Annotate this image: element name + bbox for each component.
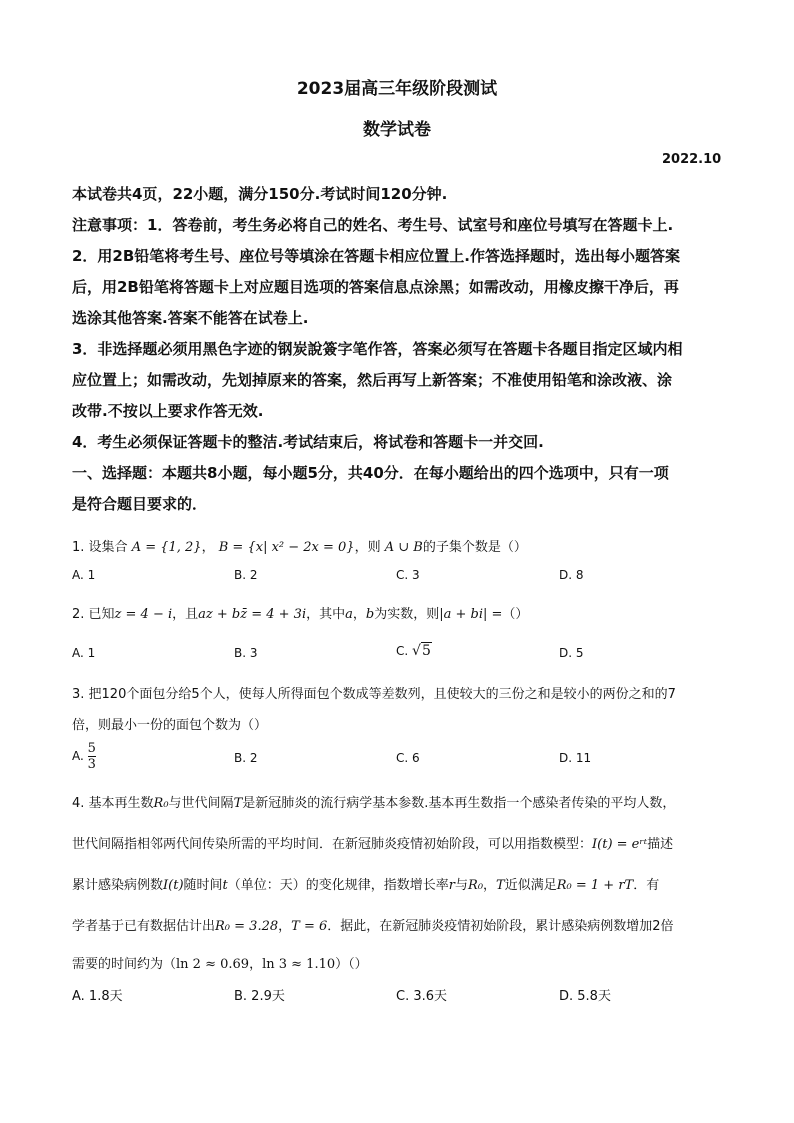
q3-option-b: B. 2 <box>234 751 258 765</box>
exam-subtitle: 数学试卷 <box>363 120 431 140</box>
note-line: 2．用2B铅笔将考生号、座位号等填涂在答题卡相应位置上.作答选择题时，选出每小题答案 <box>72 247 681 265</box>
q4-t: T <box>233 796 243 811</box>
q2-option-c-label: C. <box>396 644 409 658</box>
sqrt-symbol: √5 <box>412 643 431 659</box>
q3-option-a-label: A. <box>72 749 84 763</box>
q2-z: z = 4 − i <box>114 607 173 622</box>
q4-model: I(t) = eʳᵗ <box>592 837 648 852</box>
q2-a: a <box>345 607 353 622</box>
note-line: 4．考生必须保证答题卡的整洁.考试结束后，将试卷和答题卡一并交回. <box>72 433 544 451</box>
question-2 <box>72 603 528 622</box>
q4-option-a: A. 1.8天 <box>72 989 123 1004</box>
q2-abs: |a + bi| = <box>439 607 503 622</box>
q2-lead: 2. 已知 <box>72 607 115 622</box>
q4-option-b: B. 2.9天 <box>234 989 285 1004</box>
fraction-denominator: 3 <box>87 757 96 772</box>
q4-text: 是新冠肺炎的流行病学基本参数.基本再生数指一个感染者传染的平均人数， <box>242 796 676 811</box>
note-line: 选涂其他答案.答案不能答在试卷上. <box>72 309 309 327</box>
q4-text: 与 <box>455 878 469 893</box>
q3-option-c: C. 6 <box>396 751 420 765</box>
q4-it: I(t) <box>163 878 184 893</box>
q1-comma: ， <box>201 540 215 555</box>
q1-option-b: B. 2 <box>234 568 258 582</box>
q4-var-t: t <box>222 878 228 893</box>
q1-set-b: B = {x| x² − 2x = 0} <box>218 540 355 555</box>
q2-text: ， <box>352 607 366 622</box>
q4-r0: R₀ <box>468 878 484 893</box>
q2-option-d: D. 5 <box>559 646 584 660</box>
q2-text: 为实数，则 <box>374 607 440 622</box>
note-line: 后，用2B铅笔将答题卡上对应题目选项的答案信息点涂黑；如需改动，用橡皮擦干净后，再 <box>72 278 679 296</box>
q3-line: 倍，则最小一份的面包个数为（） <box>72 718 268 733</box>
q4-text: 需要的时间约为（ <box>72 957 177 972</box>
note-line: 改带.不按以上要求作答无效. <box>72 402 264 420</box>
q4-line-2 <box>72 833 673 852</box>
q4-relation: R₀ = 1 + rT <box>556 878 634 893</box>
q3-option-a-fraction <box>88 741 96 772</box>
q3-option-d: D. 11 <box>559 751 592 765</box>
q3-option-a <box>72 741 96 772</box>
intro-text: 本试卷共4页，22小题，满分150分.考试时间120分钟. <box>72 185 448 203</box>
q4-text: ， <box>278 919 292 934</box>
fraction-numerator: 5 <box>87 741 96 756</box>
q2-option-a: A. 1 <box>72 646 96 660</box>
q4-text: ．有 <box>633 878 660 893</box>
q4-text: ．据此，在新冠肺炎疫情初始阶段，累计感染病例数增加2倍 <box>327 919 674 934</box>
q4-t-value: T = 6 <box>291 919 328 934</box>
q2-equation: az + bz̄ = 4 + 3i <box>198 607 307 622</box>
q4-text: 累计感染病例数 <box>72 878 164 893</box>
q3-line: 3. 把120个面包分给5个人，使每人所得面包个数成等差数列，且使较大的三份之和是较小的两份之和的7 <box>72 687 676 702</box>
q4-text: 随时间 <box>183 878 223 893</box>
q4-text: 4. 基本再生数 <box>72 796 154 811</box>
q1-mid: ，则 <box>354 540 381 555</box>
question-1 <box>72 536 527 555</box>
q4-text: 世代间隔指相邻两代间传染所需的平均时间．在新冠肺炎疫情初始阶段，可以用指数模型： <box>72 837 593 852</box>
q1-union: A ∪ B <box>384 540 423 555</box>
q2-option-c <box>396 643 432 659</box>
q1-option-c: C. 3 <box>396 568 420 582</box>
q1-option-d: D. 8 <box>559 568 584 582</box>
q4-text: 近似满足 <box>504 878 557 893</box>
q4-text: 学者基于已有数据估计出 <box>72 919 216 934</box>
q1-option-a: A. 1 <box>72 568 96 582</box>
q4-text: 描述 <box>647 837 674 852</box>
q4-option-c: C. 3.6天 <box>396 989 448 1004</box>
section-heading: 是符合题目要求的． <box>72 495 208 513</box>
q1-set-a: A = {1, 2} <box>131 540 202 555</box>
q2-tail: （） <box>502 607 529 622</box>
q4-ln2: ln 2 ≈ 0.69 <box>176 957 250 972</box>
q4-text: （单位：天）的变化规律，指数增长率 <box>227 878 449 893</box>
q2-b: b <box>365 607 375 622</box>
note-line: 应位置上；如需改动，先划掉原来的答案，然后再写上新答案；不准使用铅笔和涂改液、涂 <box>72 371 673 389</box>
q4-text: ）（） <box>335 957 368 972</box>
q4-line-5 <box>72 953 368 972</box>
q4-text: 与世代间隔 <box>168 796 234 811</box>
q1-lead: 1. 设集合 <box>72 540 128 555</box>
q2-option-c-radicand: 5 <box>421 643 431 659</box>
q4-line-3 <box>72 874 659 893</box>
note-line: 3．非选择题必须用黑色字迹的钢炭說簽字笔作答，答案必须写在答题卡各题目指定区域内相 <box>72 340 683 358</box>
q4-ln3: ln 3 ≈ 1.10 <box>262 957 336 972</box>
q2-option-b: B. 3 <box>234 646 258 660</box>
exam-title: 2023届高三年级阶段测试 <box>296 79 498 99</box>
q4-r0-value: R₀ = 3.28 <box>215 919 279 934</box>
exam-date: 2022.10 <box>662 152 722 167</box>
q4-option-d: D. 5.8天 <box>559 989 611 1004</box>
q4-t: T <box>496 878 505 893</box>
q4-var-r: r <box>448 878 456 893</box>
q2-text: ，其中 <box>306 607 346 622</box>
q4-line-4 <box>72 915 674 934</box>
q1-tail: 的子集个数是（） <box>422 540 527 555</box>
q4-line-1 <box>72 792 675 811</box>
q4-r0: R₀ <box>153 796 169 811</box>
note-line: 注意事项：1．答卷前，考生务必将自己的姓名、考生号、试室号和座位号填写在答题卡上. <box>72 216 674 234</box>
section-heading: 一、选择题：本题共8小题，每小题5分，共40分．在每小题给出的四个选项中，只有一项 <box>72 464 669 482</box>
q4-text: ， <box>249 957 263 972</box>
q4-text: ， <box>483 878 497 893</box>
q2-text: ，且 <box>172 607 199 622</box>
